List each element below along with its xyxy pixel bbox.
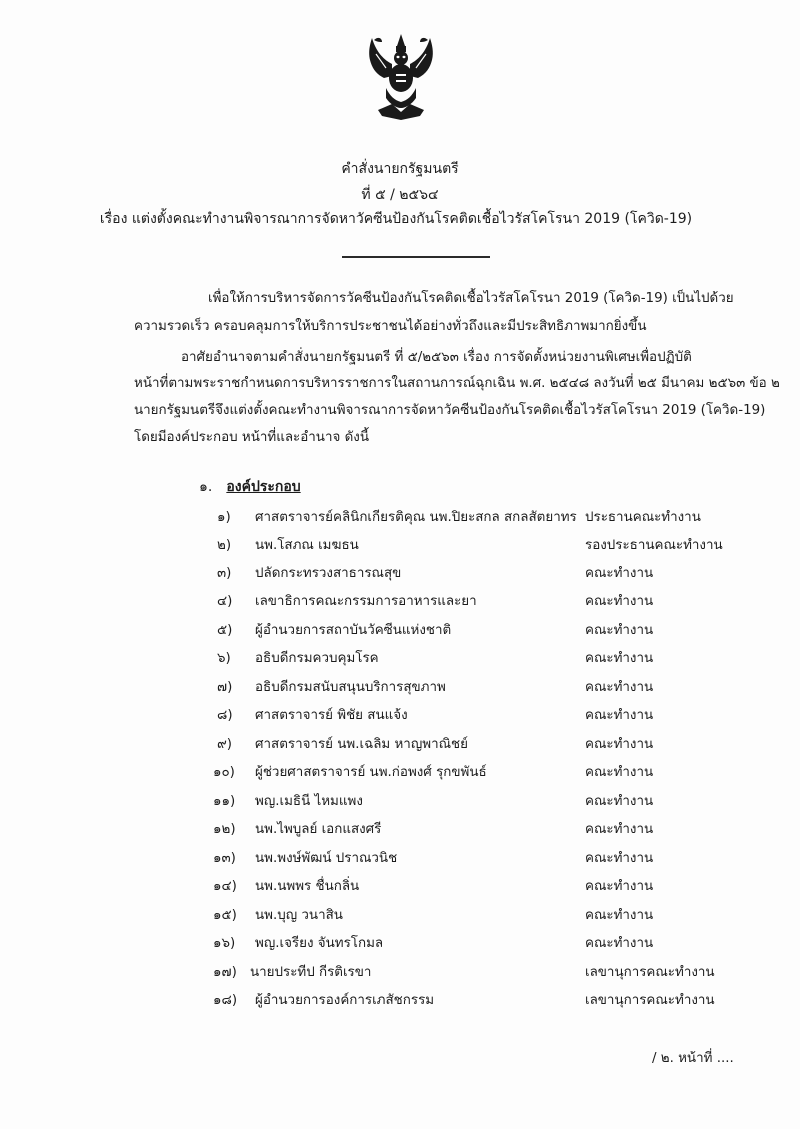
member-name: ผู้อำนวยการองค์การเภสัชกรรม xyxy=(255,993,435,1008)
member-role: คณะทำงาน xyxy=(585,566,654,581)
paragraph-2-line-3: นายกรัฐมนตรีจึงแต่งตั้งคณะทำงานพิจารณาการจัดหาวัคซีนป้องกันโรคติดเชื้อไวรัสโคโรนา 2019 (โควิด-19) xyxy=(134,403,766,418)
member-role: คณะทำงาน xyxy=(585,737,654,752)
member-role: คณะทำงาน xyxy=(585,623,654,638)
next-page-marker: / ๒. หน้าที่ .... xyxy=(652,1051,734,1066)
member-name: ศาสตราจารย์คลินิกเกียรติคุณ นพ.ปิยะสกล สกลสัตยาทร xyxy=(255,510,577,525)
garuda-emblem-icon xyxy=(362,30,440,122)
member-role: คณะทำงาน xyxy=(585,680,654,695)
member-row xyxy=(0,650,800,672)
member-row xyxy=(0,878,800,900)
member-row xyxy=(0,964,800,986)
member-role: คณะทำงาน xyxy=(585,908,654,923)
member-row xyxy=(0,509,800,531)
section-number: ๑. xyxy=(199,479,213,495)
paragraph-2-line-1: อาศัยอำนาจตามคำสั่งนายกรัฐมนตรี ที่ ๕/๒๕๖๓ เรื่อง การจัดตั้งหน่วยงานพิเศษเพื่อปฏิบัติ xyxy=(181,350,692,365)
member-row xyxy=(0,622,800,644)
member-name: อธิบดีกรมควบคุมโรค xyxy=(255,651,379,666)
member-role: รองประธานคณะทำงาน xyxy=(585,538,723,553)
member-index: ๙) xyxy=(217,737,233,752)
member-role: คณะทำงาน xyxy=(585,936,654,951)
member-role: คณะทำงาน xyxy=(585,765,654,780)
member-index: ๖) xyxy=(217,651,231,666)
section-heading xyxy=(199,478,301,496)
member-row xyxy=(0,821,800,843)
title-divider xyxy=(342,256,490,258)
member-row xyxy=(0,935,800,957)
member-row xyxy=(0,850,800,872)
member-role: คณะทำงาน xyxy=(585,822,654,837)
member-index: ๗) xyxy=(217,680,233,695)
member-name: นพ.ไพบูลย์ เอกแสงศรี xyxy=(255,822,382,837)
member-name: นพ.บุญ วนาสิน xyxy=(255,908,343,923)
member-name: นายประทีป กีรติเรขา xyxy=(250,965,372,980)
member-index: ๑๐) xyxy=(213,765,235,780)
member-role: เลขานุการคณะทำงาน xyxy=(585,993,715,1008)
member-name: ผู้อำนวยการสถาบันวัคซีนแห่งชาติ xyxy=(255,623,452,638)
member-role: คณะทำงาน xyxy=(585,879,654,894)
member-role: คณะทำงาน xyxy=(585,794,654,809)
member-index: ๑) xyxy=(217,510,231,525)
member-index: ๑๓) xyxy=(213,851,236,866)
member-role: คณะทำงาน xyxy=(585,851,654,866)
member-index: ๔) xyxy=(217,594,233,609)
member-name: พญ.เจรียง จันทรโกมล xyxy=(255,936,384,951)
member-row xyxy=(0,736,800,758)
member-name: ปลัดกระทรวงสาธารณสุข xyxy=(255,566,402,581)
member-index: ๑๒) xyxy=(213,822,236,837)
section-label: องค์ประกอบ xyxy=(226,479,301,495)
member-role: เลขานุการคณะทำงาน xyxy=(585,965,715,980)
member-role: ประธานคณะทำงาน xyxy=(585,510,701,525)
member-index: ๘) xyxy=(217,708,233,723)
member-index: ๒) xyxy=(217,538,232,553)
member-role: คณะทำงาน xyxy=(585,594,654,609)
member-index: ๑๕) xyxy=(213,908,237,923)
order-number: ที่ ๕ / ๒๕๖๔ xyxy=(361,187,439,203)
member-row xyxy=(0,992,800,1014)
member-row xyxy=(0,537,800,559)
order-subject: เรื่อง แต่งตั้งคณะทำงานพิจารณาการจัดหาวัคซีนป้องกันโรคติดเชื้อไวรัสโคโรนา 2019 (โควิด-19) xyxy=(99,211,693,227)
member-name: ศาสตราจารย์ นพ.เฉลิม หาญพาณิชย์ xyxy=(255,737,468,752)
member-name: นพ.พงษ์พัฒน์ ปราณวนิช xyxy=(255,851,398,866)
member-row xyxy=(0,793,800,815)
member-index: ๑๑) xyxy=(213,794,236,809)
paragraph-2-line-4: โดยมีองค์ประกอบ หน้าที่และอำนาจ ดังนี้ xyxy=(134,430,369,445)
member-role: คณะทำงาน xyxy=(585,708,654,723)
member-row xyxy=(0,764,800,786)
issuer-title: คำสั่งนายกรัฐมนตรี xyxy=(341,161,459,177)
paragraph-1-line-2: ความรวดเร็ว ครอบคลุมการให้บริการประชาชนได้อย่างทั่วถึงและมีประสิทธิภาพมากยิ่งขึ้น xyxy=(134,319,647,334)
paragraph-1-line-1: เพื่อให้การบริหารจัดการวัคซีนป้องกันโรคติดเชื้อไวรัสโคโรนา 2019 (โควิด-19) เป็นไปด้วย xyxy=(208,291,734,306)
member-row xyxy=(0,565,800,587)
member-role: คณะทำงาน xyxy=(585,651,654,666)
member-name: เลขาธิการคณะกรรมการอาหารและยา xyxy=(255,594,477,609)
member-name: ผู้ช่วยศาสตราจารย์ นพ.ก่อพงศ์ รุกขพันธ์ xyxy=(255,765,487,780)
member-index: ๑๔) xyxy=(213,879,237,894)
member-name: ศาสตราจารย์ พิชัย สนแจ้ง xyxy=(255,708,408,723)
member-name: พญ.เมธินี ไหมแพง xyxy=(255,794,363,809)
member-row xyxy=(0,679,800,701)
member-row xyxy=(0,707,800,729)
member-row xyxy=(0,593,800,615)
member-name: อธิบดีกรมสนับสนุนบริการสุขภาพ xyxy=(255,680,446,695)
member-index: ๓) xyxy=(217,566,232,581)
member-index: ๑๗) xyxy=(213,965,237,980)
member-index: ๕) xyxy=(217,623,233,638)
paragraph-2-line-2: หน้าที่ตามพระราชกำหนดการบริหารราชการในสถานการณ์ฉุกเฉิน พ.ศ. ๒๕๔๘ ลงวันที่ ๒๕ มีนาคม ๒๕๖๓ ข้อ ๒ xyxy=(134,376,780,391)
member-index: ๑๘) xyxy=(213,993,238,1008)
member-name: นพ.โสภณ เมฆธน xyxy=(255,538,359,553)
member-index: ๑๖) xyxy=(213,936,236,951)
member-name: นพ.นพพร ชื่นกลิ่น xyxy=(255,879,360,894)
member-row xyxy=(0,907,800,929)
